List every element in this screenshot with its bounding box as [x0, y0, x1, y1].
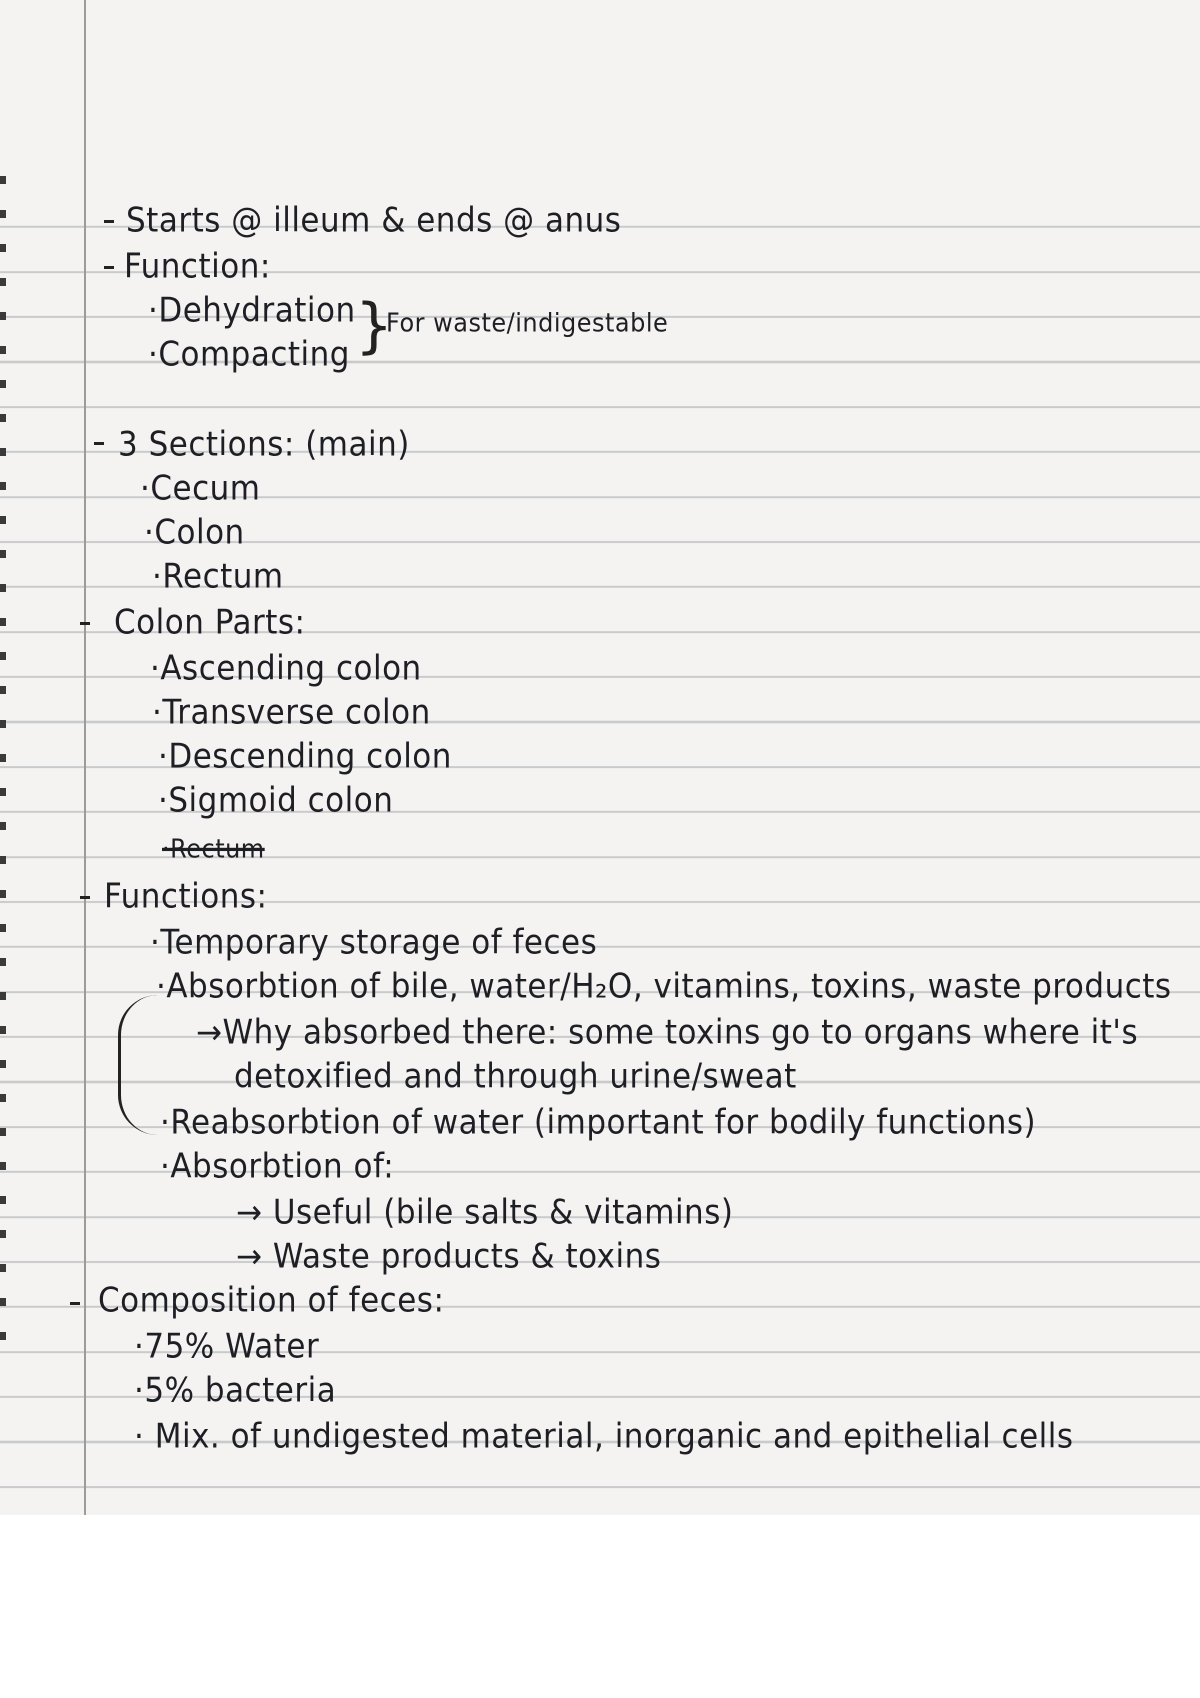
colon-part-sigmoid: ·Sigmoid colon [158, 781, 394, 820]
function-heading: Function: [124, 247, 271, 286]
composition-bacteria: ·5% bacteria [134, 1371, 337, 1410]
functions-absorbtion: ·Absorbtion of bile, water/H₂O, vitamins, toxins, waste products [156, 967, 1172, 1006]
function-dehydration: ·Dehydration [148, 291, 356, 330]
functions-why-absorbed: →Why absorbed there: some toxins go to organs where it's [196, 1013, 1139, 1052]
margin-line [84, 0, 86, 1515]
colon-part-rectum-struck: ·Rectum [162, 833, 265, 864]
bullet-dash [94, 442, 104, 445]
functions-useful: → Useful (bile salts & vitamins) [236, 1193, 734, 1232]
functions-waste: → Waste products & toxins [236, 1237, 662, 1276]
colon-part-transverse: ·Transverse colon [152, 693, 431, 732]
colon-part-ascending: ·Ascending colon [150, 649, 422, 688]
page-bottom-margin [0, 1515, 1200, 1698]
bullet-dash [80, 622, 90, 625]
note-line-start-end: Starts @ illeum & ends @ anus [126, 201, 622, 240]
composition-heading: Composition of feces: [98, 1281, 445, 1320]
section-colon: ·Colon [144, 513, 245, 552]
binding-edge [0, 150, 6, 1350]
composition-water: ·75% Water [134, 1327, 320, 1366]
bullet-dash [70, 1302, 80, 1305]
functions-absorbtion-of: ·Absorbtion of: [160, 1147, 395, 1186]
colon-parts-heading: Colon Parts: [114, 603, 306, 642]
colon-part-descending: ·Descending colon [158, 737, 452, 776]
composition-mix: · Mix. of undigested material, inorganic and epithelial cells [134, 1417, 1074, 1456]
function-compacting: ·Compacting [148, 335, 350, 374]
functions-temporary-storage: ·Temporary storage of feces [150, 923, 598, 962]
bullet-dash [104, 220, 114, 223]
sections-heading: 3 Sections: (main) [118, 425, 410, 464]
brace-note: For waste/indigestable [386, 307, 669, 338]
functions-heading: Functions: [104, 877, 268, 916]
bleed-through-text [600, 190, 1160, 840]
curly-brace: } [355, 291, 394, 361]
section-rectum: ·Rectum [152, 557, 284, 596]
functions-reabsorbtion: ·Reabsorbtion of water (important for bodily functions) [160, 1103, 1037, 1142]
functions-detoxified: detoxified and through urine/sweat [234, 1057, 797, 1096]
bracket-arrow [118, 995, 161, 1135]
bullet-dash [104, 266, 114, 269]
section-cecum: ·Cecum [140, 469, 261, 508]
bullet-dash [80, 896, 90, 899]
